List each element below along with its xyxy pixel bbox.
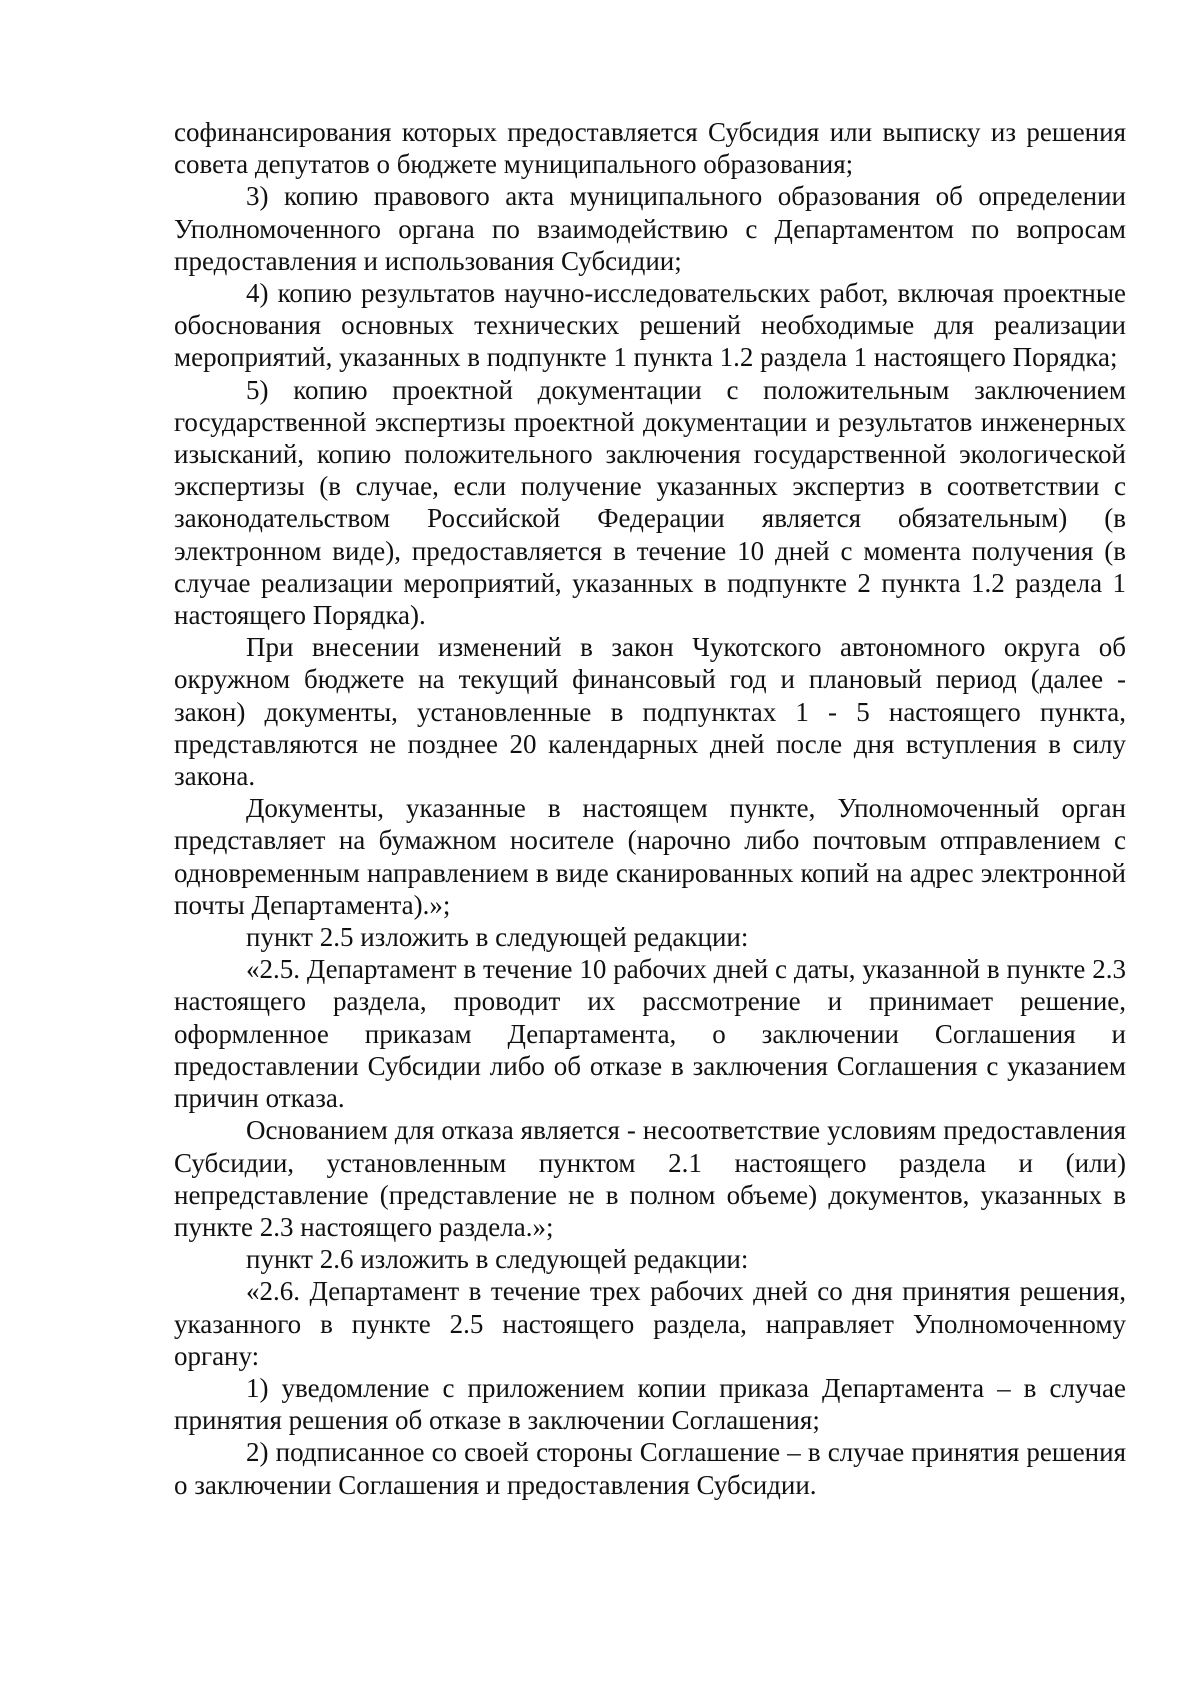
paragraph-clause-2-6: «2.6. Департамент в течение трех рабочих дней со дня принятия решения, указанного в пункте 2.5 настоящего раздела, направляет Уполномоченному органу: [174, 1276, 1126, 1371]
paragraph-item-3: 3) копию правового акта муниципального образования об определении Уполномоченного органа по взаимодействию с Департаментом по вопросам предоставления и использования Субсидии; [174, 181, 1126, 276]
paragraph-item-5: 5) копию проектной документации с положительным заключением государственной экспертизы проектной документации и результатов инженерных изысканий, копию положительного заключения государственной экологической экспертизы (в случае, если получение указанных экспертиз в соответствии с законодательством Российской Федерации является обязательным) (в электронном виде), предоставляется в течение 10 дней с момента получения (в случае реализации мероприятий, указанных в подпункте 2 пункта 1.2 раздела 1 настоящего Порядка). [174, 374, 1126, 631]
paragraph-item-4: 4) копию результатов научно-исследовательских работ, включая проектные обоснования основных технических решений необходимые для реализации мероприятий, указанных в подпункте 1 пункта 1.2 раздела 1 настоящего Порядка; [174, 278, 1126, 373]
paragraph-clause-2-5: «2.5. Департамент в течение 10 рабочих дней с даты, указанной в пункте 2.3 настоящего раздела, проводит их рассмотрение и принимает решение, оформленное приказам Департамента, о заключении Соглашения и предоставлении Субсидии либо об отказе в заключения Соглашения с указанием причин отказа. [174, 954, 1126, 1114]
document-body [174, 116, 1126, 1501]
paragraph-amend-2-5: пункт 2.5 изложить в следующей редакции: [246, 922, 749, 953]
paragraph-documents-delivery: Документы, указанные в настоящем пункте, Уполномоченный орган представляет на бумажном носителе (нарочно либо почтовым отправлением с одновременным направлением в виде сканированных копий на адрес электронной почты Департамента).»; [174, 793, 1126, 920]
paragraph-signed-agreement: 2) подписанное со своей стороны Соглашение – в случае принятия решения о заключении Соглашения и предоставления Субсидии. [174, 1437, 1126, 1500]
paragraph-continuation: софинансирования которых предоставляется Субсидия или выписку из решения совета депутатов о бюджете муниципального образования; [174, 117, 1126, 180]
paragraph-amend-2-6: пункт 2.6 изложить в следующей редакции: [246, 1244, 749, 1275]
paragraph-notification: 1) уведомление с приложением копии приказа Департамента – в случае принятия решения об отказе в заключении Соглашения; [174, 1372, 1126, 1436]
paragraph-law-changes: При внесении изменений в закон Чукотского автономного округа об окружном бюджете на текущий финансовый год и плановый период (далее - закон) документы, установленные в подпунктах 1 - 5 настоящего пункта, представляются не позднее 20 календарных дней после дня вступления в силу закона. [174, 632, 1126, 792]
paragraph-refusal-grounds: Основанием для отказа является - несоответствие условиям предоставления Субсидии, установленным пунктом 2.1 настоящего раздела и (или) непредставление (представление не в полном объеме) документов, указанных в пункте 2.3 настоящего раздела.»; [174, 1115, 1126, 1242]
